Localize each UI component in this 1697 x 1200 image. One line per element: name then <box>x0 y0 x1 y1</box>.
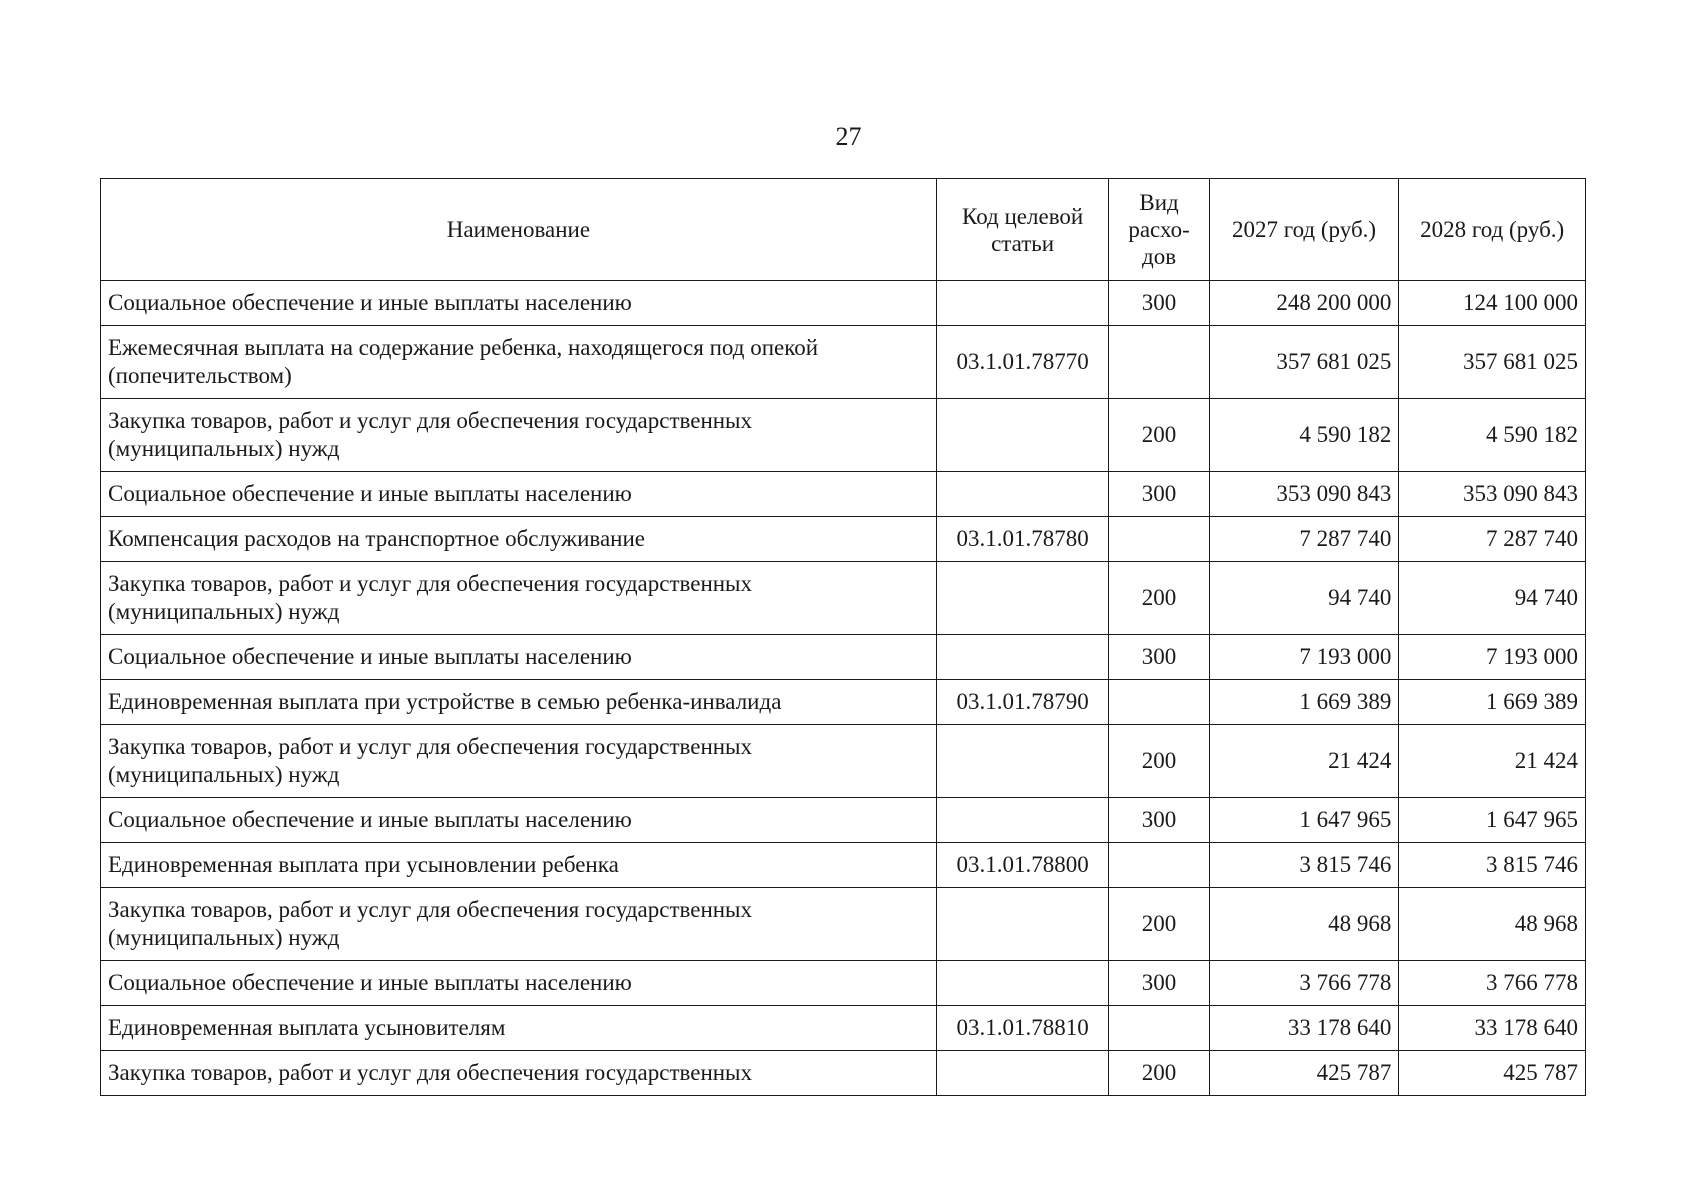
table-header-row <box>101 179 1586 281</box>
cell-2028: 3 815 746 <box>1399 843 1586 888</box>
table-row <box>101 399 1586 472</box>
header-name: Наименование <box>101 179 937 281</box>
cell-2028: 21 424 <box>1399 725 1586 798</box>
budget-table <box>100 178 1586 1096</box>
cell-name: Социальное обеспечение и иные выплаты населению <box>101 281 937 326</box>
header-expense-kind: Вид расхо-дов <box>1109 179 1209 281</box>
header-year-2028: 2028 год (руб.) <box>1399 179 1586 281</box>
cell-code <box>936 399 1109 472</box>
cell-code <box>936 1051 1109 1096</box>
cell-name: Закупка товаров, работ и услуг для обеспечения государственных (муниципальных) нужд <box>101 399 937 472</box>
table-row <box>101 635 1586 680</box>
cell-code <box>936 281 1109 326</box>
cell-2028: 1 647 965 <box>1399 798 1586 843</box>
cell-2027: 48 968 <box>1209 888 1399 961</box>
cell-kind <box>1109 1006 1209 1051</box>
cell-code: 03.1.01.78800 <box>936 843 1109 888</box>
cell-name: Компенсация расходов на транспортное обслуживание <box>101 517 937 562</box>
table-row <box>101 1006 1586 1051</box>
cell-name: Единовременная выплата усыновителям <box>101 1006 937 1051</box>
cell-kind: 300 <box>1109 798 1209 843</box>
cell-name: Социальное обеспечение и иные выплаты населению <box>101 635 937 680</box>
cell-2028: 4 590 182 <box>1399 399 1586 472</box>
cell-2027: 248 200 000 <box>1209 281 1399 326</box>
page-number: 27 <box>835 122 862 151</box>
cell-2027: 21 424 <box>1209 725 1399 798</box>
header-target-code: Код целевой статьи <box>936 179 1109 281</box>
cell-2027: 33 178 640 <box>1209 1006 1399 1051</box>
cell-2027: 7 287 740 <box>1209 517 1399 562</box>
header-year-2027: 2027 год (руб.) <box>1209 179 1399 281</box>
cell-2027: 1 669 389 <box>1209 680 1399 725</box>
table-row <box>101 725 1586 798</box>
cell-name: Закупка товаров, работ и услуг для обеспечения государственных (муниципальных) нужд <box>101 725 937 798</box>
cell-kind: 200 <box>1109 725 1209 798</box>
cell-2028: 425 787 <box>1399 1051 1586 1096</box>
cell-code: 03.1.01.78790 <box>936 680 1109 725</box>
table-row <box>101 1051 1586 1096</box>
cell-2027: 3 766 778 <box>1209 961 1399 1006</box>
cell-name: Социальное обеспечение и иные выплаты населению <box>101 472 937 517</box>
cell-kind: 300 <box>1109 961 1209 1006</box>
cell-kind: 300 <box>1109 635 1209 680</box>
cell-2028: 48 968 <box>1399 888 1586 961</box>
cell-name: Ежемесячная выплата на содержание ребенка, находящегося под опекой (попечительством) <box>101 326 937 399</box>
cell-name: Закупка товаров, работ и услуг для обеспечения государственных (муниципальных) нужд <box>101 888 937 961</box>
table-row <box>101 888 1586 961</box>
cell-2028: 33 178 640 <box>1399 1006 1586 1051</box>
cell-2027: 357 681 025 <box>1209 326 1399 399</box>
cell-code <box>936 562 1109 635</box>
cell-2028: 1 669 389 <box>1399 680 1586 725</box>
cell-2028: 94 740 <box>1399 562 1586 635</box>
cell-code <box>936 888 1109 961</box>
cell-2027: 4 590 182 <box>1209 399 1399 472</box>
cell-name: Единовременная выплата при усыновлении ребенка <box>101 843 937 888</box>
cell-kind <box>1109 843 1209 888</box>
cell-2028: 7 287 740 <box>1399 517 1586 562</box>
cell-kind: 200 <box>1109 562 1209 635</box>
cell-kind: 200 <box>1109 1051 1209 1096</box>
cell-name: Закупка товаров, работ и услуг для обеспечения государственных (муниципальных) нужд <box>101 562 937 635</box>
cell-kind: 300 <box>1109 281 1209 326</box>
cell-2027: 1 647 965 <box>1209 798 1399 843</box>
cell-code: 03.1.01.78780 <box>936 517 1109 562</box>
cell-2028: 3 766 778 <box>1399 961 1586 1006</box>
cell-kind <box>1109 517 1209 562</box>
cell-name: Единовременная выплата при устройстве в семью ребенка-инвалида <box>101 680 937 725</box>
cell-2027: 353 090 843 <box>1209 472 1399 517</box>
table-row <box>101 961 1586 1006</box>
cell-name: Социальное обеспечение и иные выплаты населению <box>101 798 937 843</box>
cell-kind <box>1109 326 1209 399</box>
cell-2028: 7 193 000 <box>1399 635 1586 680</box>
cell-kind: 200 <box>1109 399 1209 472</box>
table-row <box>101 281 1586 326</box>
table-row <box>101 326 1586 399</box>
table-row <box>101 798 1586 843</box>
table-row <box>101 472 1586 517</box>
table-row <box>101 562 1586 635</box>
cell-kind: 200 <box>1109 888 1209 961</box>
cell-2027: 7 193 000 <box>1209 635 1399 680</box>
cell-2028: 357 681 025 <box>1399 326 1586 399</box>
cell-code: 03.1.01.78810 <box>936 1006 1109 1051</box>
cell-kind: 300 <box>1109 472 1209 517</box>
cell-2027: 3 815 746 <box>1209 843 1399 888</box>
table-row <box>101 843 1586 888</box>
table-row <box>101 517 1586 562</box>
table-row <box>101 680 1586 725</box>
cell-2027: 94 740 <box>1209 562 1399 635</box>
cell-kind <box>1109 680 1209 725</box>
cell-code <box>936 472 1109 517</box>
cell-2028: 353 090 843 <box>1399 472 1586 517</box>
cell-2027: 425 787 <box>1209 1051 1399 1096</box>
cell-name: Закупка товаров, работ и услуг для обеспечения государственных <box>101 1051 937 1096</box>
cell-2028: 124 100 000 <box>1399 281 1586 326</box>
cell-code: 03.1.01.78770 <box>936 326 1109 399</box>
cell-code <box>936 725 1109 798</box>
cell-code <box>936 798 1109 843</box>
cell-name: Социальное обеспечение и иные выплаты населению <box>101 961 937 1006</box>
cell-code <box>936 635 1109 680</box>
cell-code <box>936 961 1109 1006</box>
